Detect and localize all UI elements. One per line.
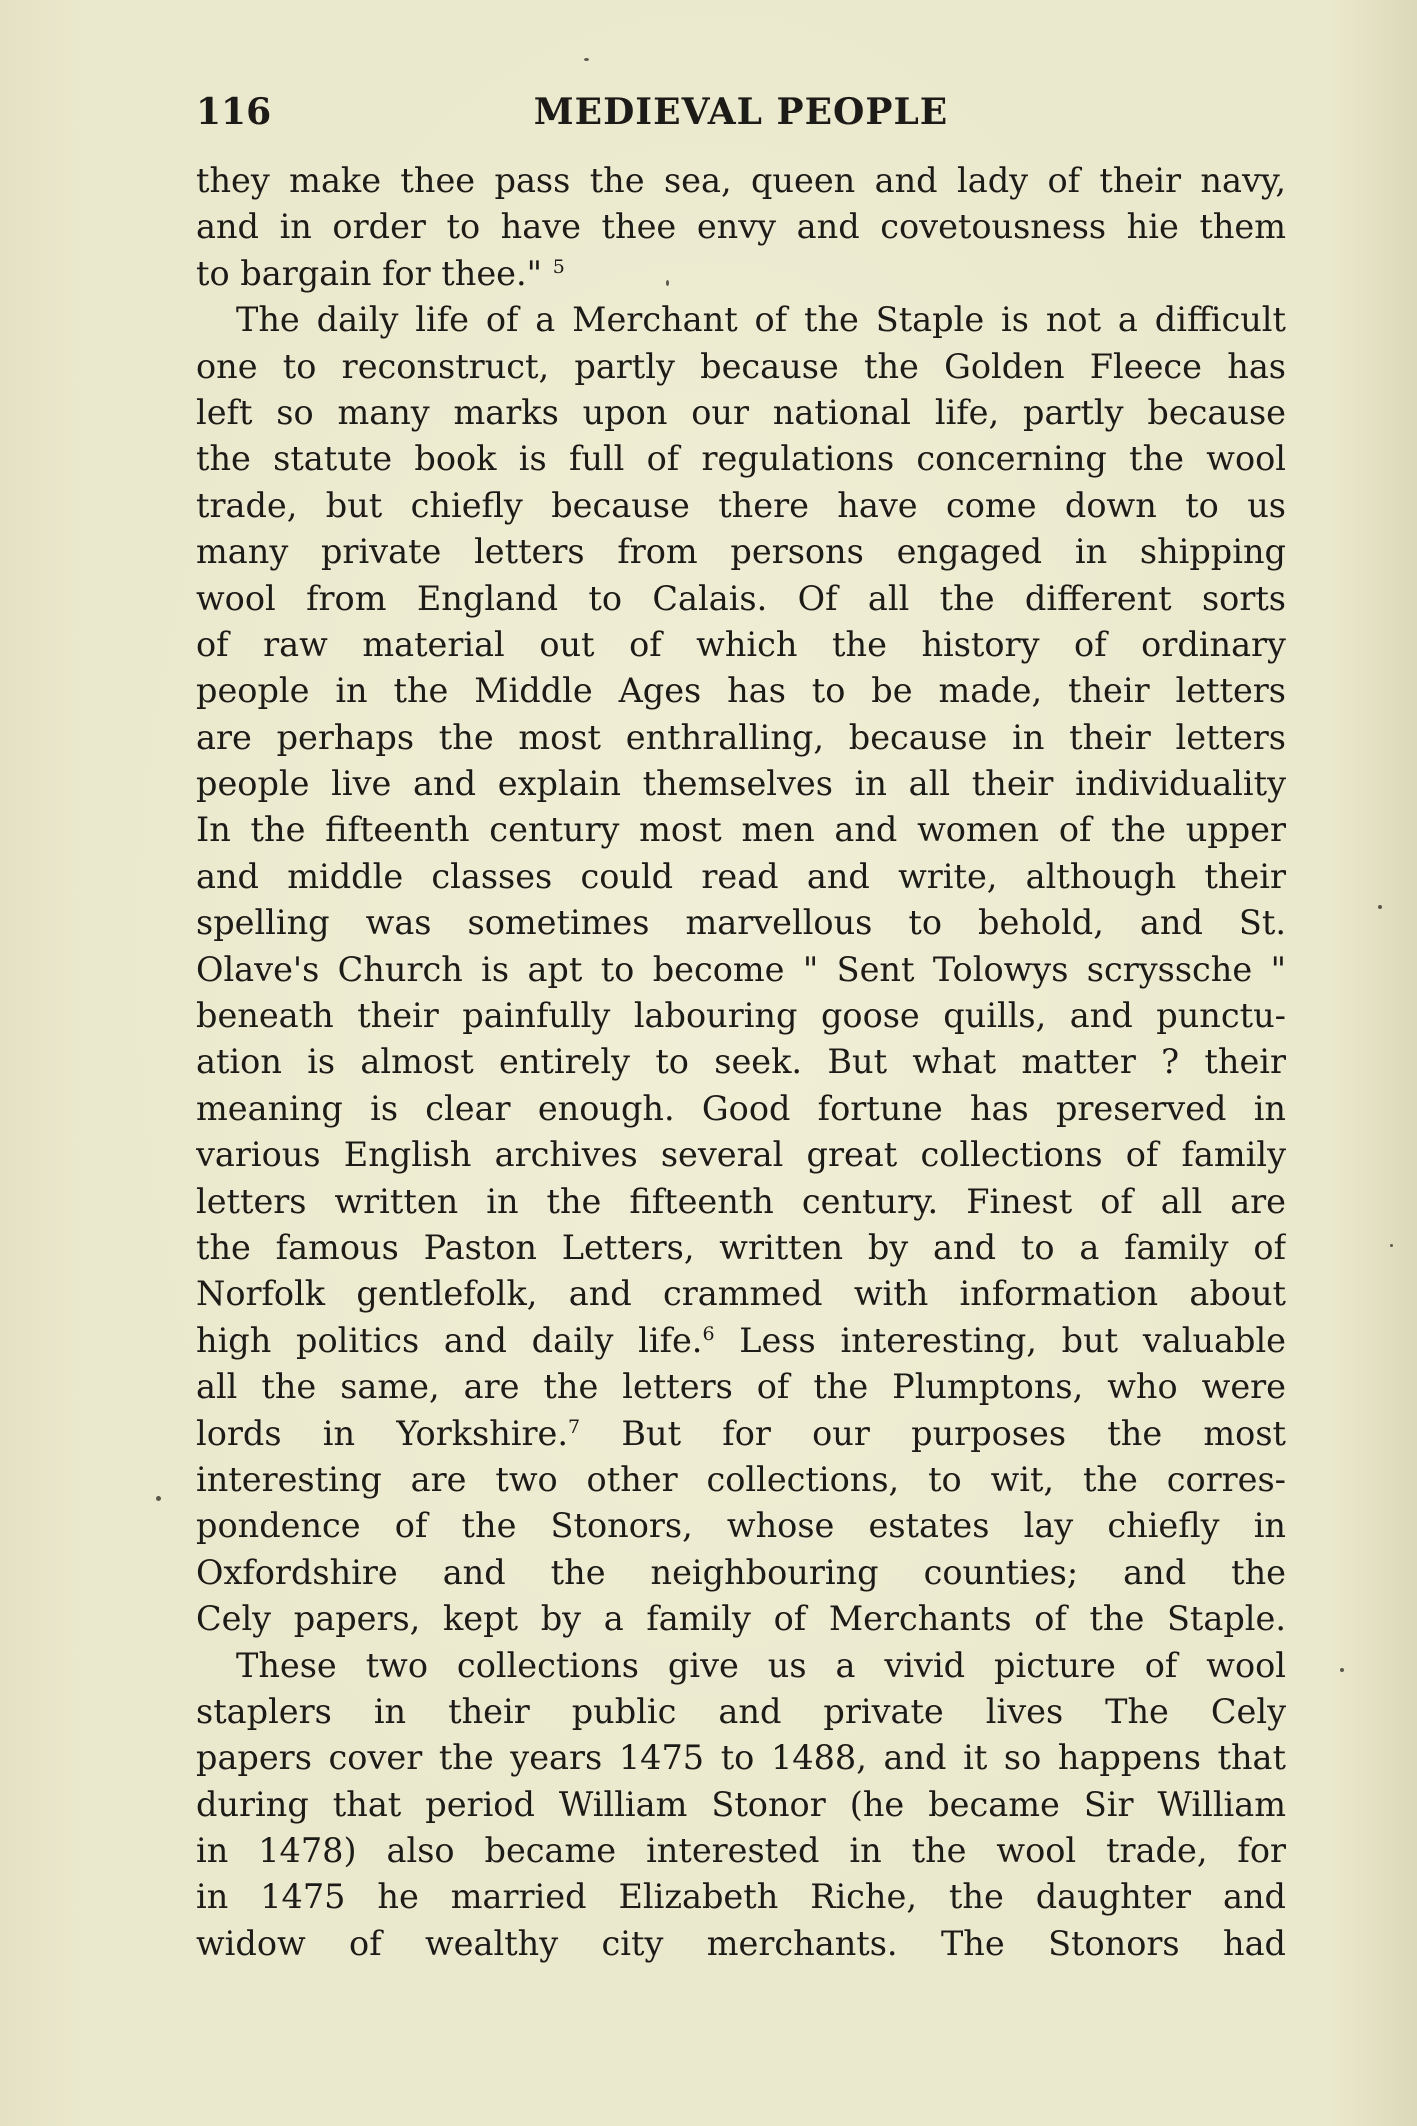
text-line: in 1478) also became interested in the wool trade, for [196,1831,1286,1871]
paper-speck [584,58,589,61]
text-line: to bargain for thee." $^5$ [196,253,565,293]
text-line: Cely papers, kept by a family of Merchants of the Staple. [196,1599,1286,1639]
footnote-marker: 5 [552,255,565,278]
text-line: and in order to have thee envy and covetousness hie them [196,207,1286,247]
text-line: all the same, are the letters of the Plumptons, who were [196,1367,1286,1407]
text-line: staplers in their public and private lives The Cely [196,1691,1286,1731]
page-number: 116 [196,91,272,133]
text-line: left so many marks upon our national life, partly because [196,392,1286,432]
paper-speck [156,1496,161,1501]
text-line: Olave's Church is apt to become " Sent Tolowys scryssche " [196,949,1286,989]
text-line: spelling was sometimes marvellous to behold, and St. [196,903,1286,943]
text-line: meaning is clear enough. Good fortune has preserved in [196,1088,1286,1128]
paragraph-first-line: The daily life of a Merchant of the Staple is not a difficult [236,300,1286,340]
text-line: and middle classes could read and write, although their [196,856,1286,896]
paper-speck [666,280,669,286]
text-line: during that period William Stonor (he became Sir William [196,1784,1286,1824]
text-line: interesting are two other collections, to wit, the corres- [196,1459,1286,1499]
text-line: trade, but chiefly because there have come down to us [196,485,1286,525]
paper-speck [1378,905,1382,909]
text-line: In the fifteenth century most men and women of the upper [196,810,1286,850]
text-line: Oxfordshire and the neighbouring counties; and the [196,1552,1286,1592]
text-line: lords in Yorkshire.$^7$ But for our purposes the most [196,1413,1286,1453]
text-line: they make thee pass the sea, queen and lady of their navy, [196,161,1286,200]
footnote-marker: 6 [702,1322,715,1345]
text-line: people in the Middle Ages has to be made, their letters [196,671,1286,711]
body-text [196,158,1286,1967]
text-line: wool from England to Calais. Of all the different sorts [196,578,1286,618]
text-line: are perhaps the most enthralling, because in their letters [196,717,1286,757]
paragraph-first-line: These two collections give us a vivid picture of wool [236,1645,1286,1685]
text-line: people live and explain themselves in all their individuality [196,764,1286,804]
text-line: pondence of the Stonors, whose estates lay chiefly in [196,1506,1286,1546]
text-line: in 1475 he married Elizabeth Riche, the daughter and [196,1877,1286,1917]
text-line: the statute book is full of regulations concerning the wool [196,439,1286,479]
paper-speck [1390,1244,1393,1247]
text-line: papers cover the years 1475 to 1488, and it so happens that [196,1738,1286,1778]
running-head: MEDIEVAL PEOPLE [533,91,949,133]
text-line: the famous Paston Letters, written by and to a family of [196,1227,1286,1267]
paper-speck [1340,1668,1344,1672]
text-line: letters written in the fifteenth century. Finest of all are [196,1181,1286,1221]
text-line: beneath their painfully labouring goose quills, and punctu- [196,996,1286,1036]
text-line: one to reconstruct, partly because the Golden Fleece has [196,346,1286,386]
text-line: widow of wealthy city merchants. The Stonors had [196,1923,1286,1963]
page-header [196,84,1286,140]
text-line: ation is almost entirely to seek. But what matter ? their [196,1042,1286,1082]
text-line: many private letters from persons engaged in shipping [196,532,1286,572]
text-line: of raw material out of which the history of ordinary [196,624,1286,664]
text-line: high politics and daily life.$^6$ Less interesting, but valuable [196,1320,1286,1360]
text-line: Norfolk gentlefolk, and crammed with information about [196,1274,1286,1314]
footnote-marker: 7 [568,1415,581,1438]
text-line: various English archives several great collections of family [196,1135,1286,1175]
